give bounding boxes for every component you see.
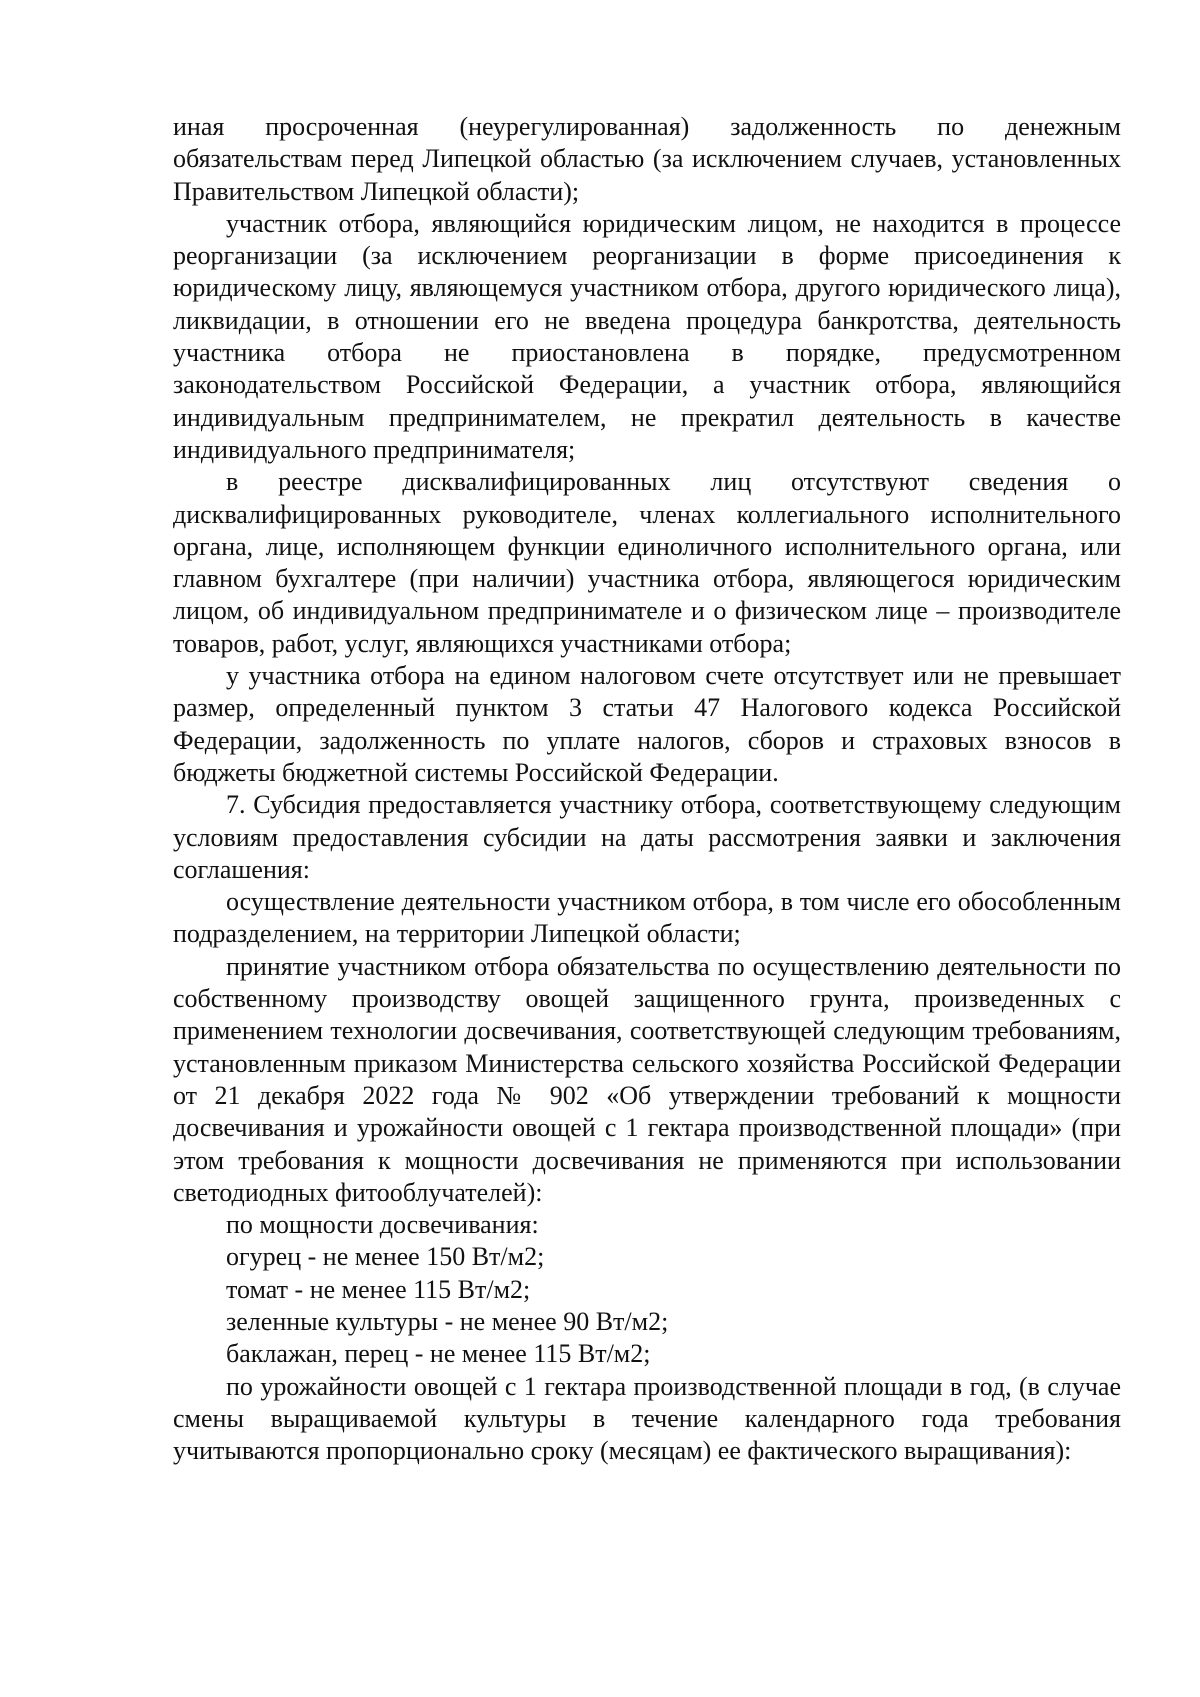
list-item-eggplant-pepper: баклажан, перец - не менее 115 Вт/м2; (226, 1339, 651, 1369)
list-item-tomato: томат - не менее 115 Вт/м2; (226, 1274, 531, 1304)
paragraph-reorganization: участник отбора, являющийся юридическим лицом, не находится в процессе реорганизации (за исключением реорганизации в форме присоединения к юридическому лицу, являющемуся участником отбора, другого юридического лица), ликвидации, в отношении его не введена процедура банкротства, деятельность участника отбора не приостановлена в порядке, предусмотренном законодательством Российской Федерации, а участник отбора, являющийся индивидуальным предпринимателем, не прекратил деятельность в качестве индивидуального предпринимателя; (173, 208, 1121, 464)
list-item-greens: зеленные культуры - не менее 90 Вт/м2; (226, 1306, 669, 1336)
paragraph-lighting-power-heading: по мощности досвечивания: (226, 1210, 539, 1240)
paragraph-tax-account: у участника отбора на едином налоговом счете отсутствует или не превышает размер, определенный пунктом 3 статьи 47 Налогового кодекса Российской Федерации, задолженность по уплате налогов, сборов и страховых взносов в бюджеты бюджетной системы Российской Федерации. (173, 661, 1121, 787)
document-page (173, 111, 1121, 1467)
paragraph-obligation: принятие участником отбора обязательства по осуществлению деятельности по собственному производству овощей защищенного грунта, произведенных с применением технологии досвечивания, соответствующей следующим требованиям, установленным приказом Министерства сельского хозяйства Российской Федерации от 21 декабря 2022 года № 902 «Об утверждении требований к мощности досвечивания и урожайности овощей с 1 гектара производственной площади» (при этом требования к мощности досвечивания не применяются при использовании светодиодных фитооблучателей): (173, 951, 1121, 1207)
paragraph-yield-heading: по урожайности овощей с 1 гектара производственной площади в год, (в случае смены выращиваемой культуры в течение календарного года требования учитываются пропорционально сроку (месяцам) ее фактического выращивания): (173, 1371, 1121, 1466)
list-item-cucumber: огурец - не менее 150 Вт/м2; (226, 1242, 545, 1272)
paragraph-disqualified-persons: в реестре дисквалифицированных лиц отсутствуют сведения о дисквалифицированных руководителе, членах коллегиального исполнительного органа, лице, исполняющем функции единоличного исполнительного органа, или главном бухгалтере (при наличии) участника отбора, являющегося юридическим лицом, об индивидуальном предпринимателе и о физическом лице – производителе товаров, работ, услуг, являющихся участниками отбора; (173, 467, 1121, 658)
paragraph-territory: осуществление деятельности участником отбора, в том числе его обособленным подразделением, на территории Липецкой области; (173, 887, 1121, 949)
paragraph-section-7: 7. Субсидия предоставляется участнику отбора, соответствующему следующим условиям предоставления субсидии на даты рассмотрения заявки и заключения соглашения: (173, 790, 1121, 884)
paragraph-debt-obligations: иная просроченная (неурегулированная) задолженность по денежным обязательствам перед Липецкой областью (за исключением случаев, установленных Правительством Липецкой области); (173, 112, 1121, 206)
